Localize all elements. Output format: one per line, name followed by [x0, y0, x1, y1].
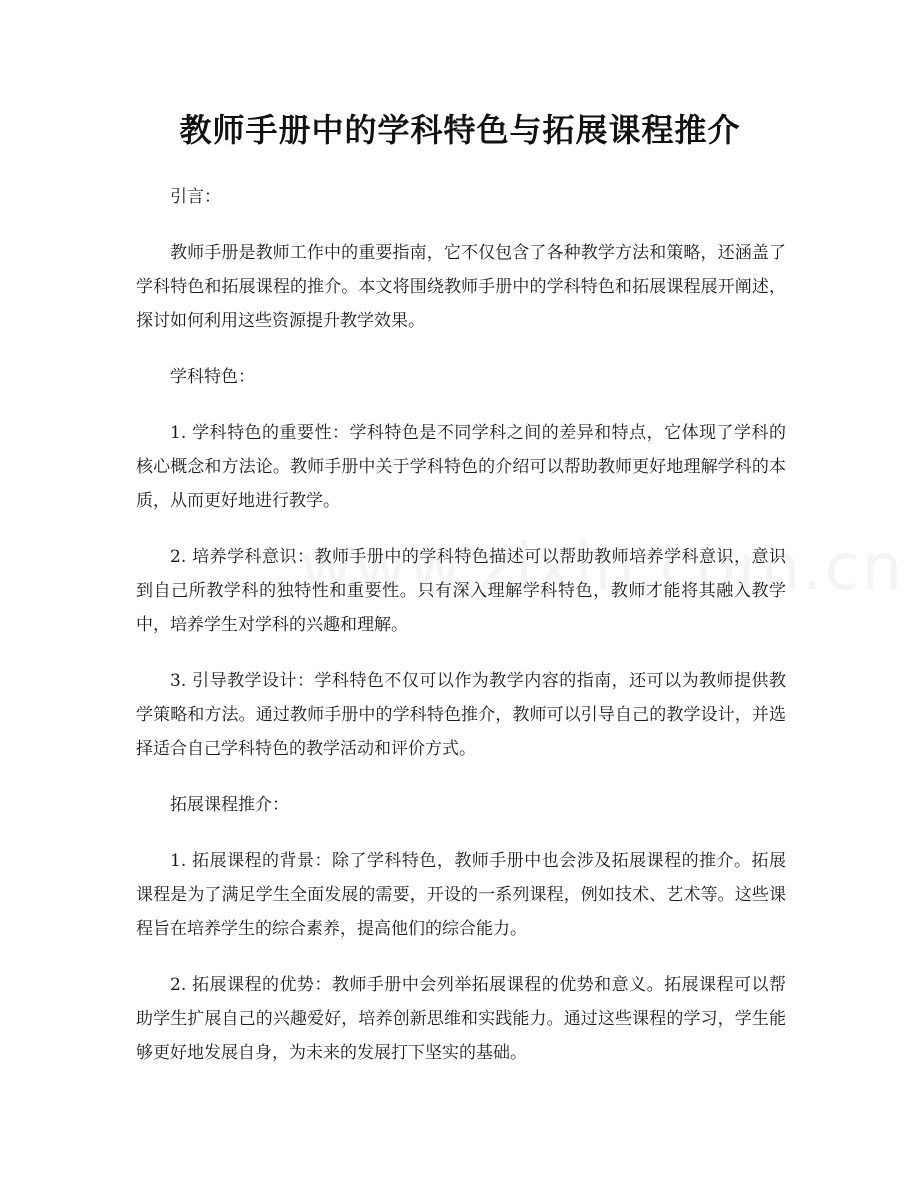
- paragraph-extension-course-2: 2. 拓展课程的优势：教师手册中会列举拓展课程的优势和意义。拓展课程可以帮助学生扩展自己的兴趣爱好，培养创新思维和实践能力。通过这些课程的学习，学生能够更好地发展自身，为未来的发展打下坚实的基础。: [136, 975, 786, 1063]
- document-body: [136, 180, 786, 1092]
- paragraph-subject-feature-1: 1. 学科特色的重要性：学科特色是不同学科之间的差异和特点，它体现了学科的核心概念和方法论。教师手册中关于学科特色的介绍可以帮助教师更好地理解学科的本质，从而更好地进行教学。: [136, 423, 786, 511]
- section-heading-extension-courses: 拓展课程推介：: [170, 795, 289, 815]
- document-title: 教师手册中的学科特色与拓展课程推介: [179, 111, 741, 149]
- paragraph-extension-course-1: 1. 拓展课程的背景：除了学科特色，教师手册中也会涉及拓展课程的推介。拓展课程是为了满足学生全面发展的需要，开设的一系列课程，例如技术、艺术等。这些课程旨在培养学生的综合素养，提高他们的综合能力。: [136, 851, 786, 939]
- paragraph-subject-feature-2: 2. 培养学科意识：教师手册中的学科特色描述可以帮助教师培养学科意识，意识到自己所教学科的独特性和重要性。只有深入理解学科特色，教师才能将其融入教学中，培养学生对学科的兴趣和理解。: [136, 547, 786, 635]
- section-heading-intro: 引言：: [170, 187, 221, 207]
- paragraph-subject-feature-3: 3. 引导教学设计：学科特色不仅可以作为教学内容的指南，还可以为教师提供教学策略和方法。通过教师手册中的学科特色推介，教师可以引导自己的教学设计，并选择适合自己学科特色的教学活动和评价方式。: [136, 671, 786, 759]
- paragraph-intro: 教师手册是教师工作中的重要指南，它不仅包含了各种教学方法和策略，还涵盖了学科特色和拓展课程的推介。本文将围绕教师手册中的学科特色和拓展课程展开阐述，探讨如何利用这些资源提升教学效果。: [136, 243, 786, 331]
- section-heading-subject-features: 学科特色：: [170, 367, 255, 387]
